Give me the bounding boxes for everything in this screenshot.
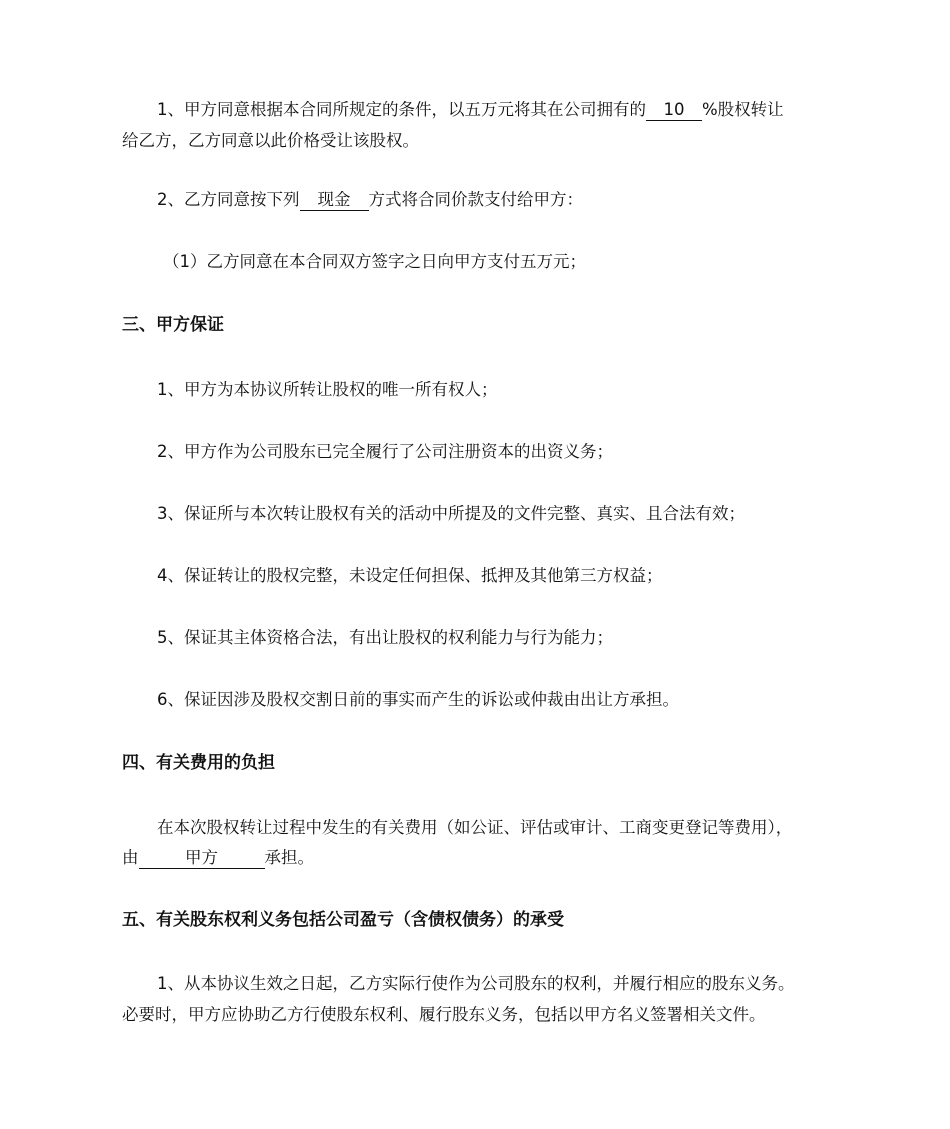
sec4-heading: 四、有关费用的负担	[122, 753, 275, 773]
sec2-p2-text-a: 2、乙方同意按下列	[157, 190, 300, 209]
sec5-heading: 五、有关股东权利义务包括公司盈亏（含债权债务）的承受	[122, 910, 564, 930]
sec5-line2: 必要时，甲方应协助乙方行使股东权利、履行股东义务，包括以甲方名义签署相关文件。	[122, 1005, 766, 1024]
sec3-item-3: 3、保证所与本次转让股权有关的活动中所提及的文件完整、真实、且合法有效；	[157, 504, 745, 523]
sec4-line1: 在本次股权转让过程中发生的有关费用（如公证、评估或审计、工商变更登记等费用），	[157, 818, 793, 837]
sec2-p1-text-b: %股权转让	[702, 100, 784, 119]
sec2-p2-text-b: 方式将合同价款支付给甲方：	[368, 190, 583, 209]
equity-percent-blank: 10	[646, 100, 702, 121]
sec4-line2	[122, 842, 832, 873]
sec2-p2	[157, 184, 837, 215]
sec4-text-b: 承担。	[264, 848, 314, 867]
sec3-item-4: 4、保证转让的股权完整，未设定任何担保、抵押及其他第三方权益；	[157, 566, 663, 585]
sec2-p1-text-a: 1、甲方同意根据本合同所规定的条件，以五万元将其在公司拥有的	[157, 100, 646, 119]
sec3-item-2: 2、甲方作为公司股东已完全履行了公司注册资本的出资义务；	[157, 442, 613, 461]
cost-bearer-blank: 甲方	[139, 848, 265, 869]
sec2-p1-line2: 给乙方，乙方同意以此价格受让该股权。	[122, 131, 419, 150]
sec2-p1-line1	[157, 94, 837, 125]
sec3-item-6: 6、保证因涉及股权交割日前的事实而产生的诉讼或仲裁由出让方承担。	[157, 690, 679, 709]
sec4-text-a: 由	[122, 848, 139, 867]
sec3-item-5: 5、保证其主体资格合法，有出让股权的权利能力与行为能力；	[157, 628, 613, 647]
sec3-item-1: 1、甲方为本协议所转让股权的唯一所有权人；	[157, 380, 498, 399]
payment-method-blank: 现金	[300, 190, 369, 211]
sec5-line1: 1、从本协议生效之日起，乙方实际行使作为公司股东的权利，并履行相应的股东义务。	[157, 974, 795, 993]
sec2-p3: （1）乙方同意在本合同双方签字之日向甲方支付五万元；	[163, 252, 586, 271]
sec3-heading: 三、甲方保证	[122, 315, 224, 335]
